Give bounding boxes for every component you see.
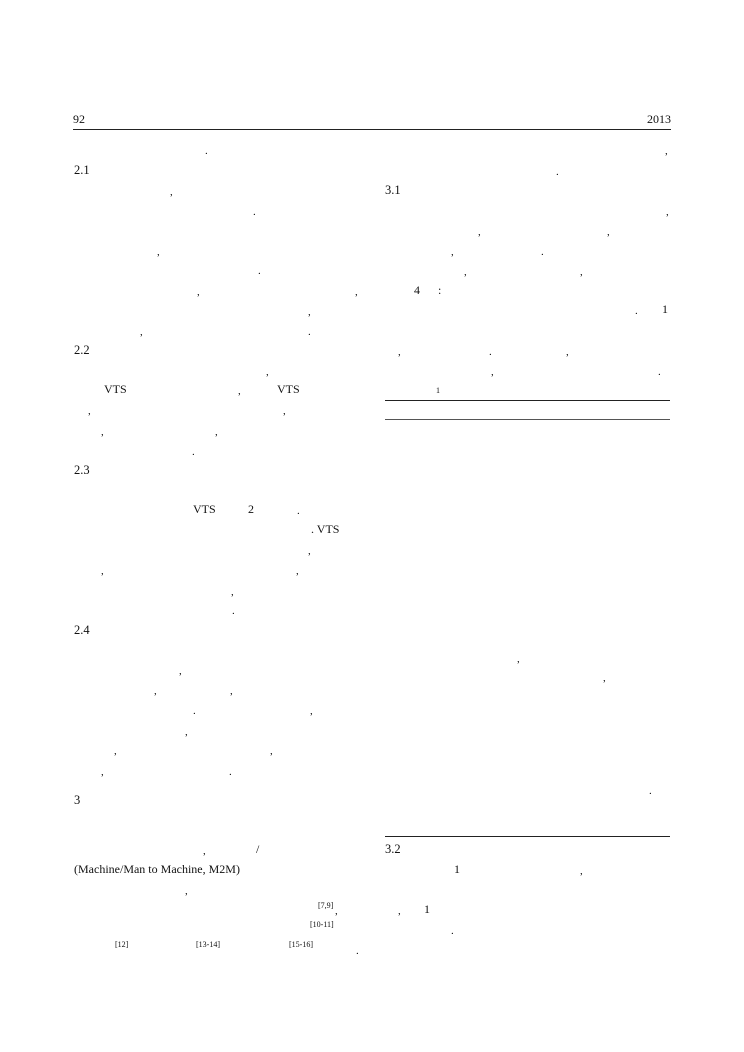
table-bottom-rule	[385, 836, 670, 837]
punct-period: .	[451, 925, 454, 937]
punct-comma: ,	[114, 745, 117, 757]
section-heading-2-1: 2.1	[74, 163, 90, 177]
punct-period: .	[258, 265, 261, 277]
punct-comma: ,	[335, 905, 338, 917]
punct-comma: ,	[607, 226, 610, 238]
punct-comma: ,	[580, 266, 583, 278]
slash-glyph: /	[256, 842, 260, 856]
punct-comma: ,	[197, 286, 200, 298]
punct-period: .	[489, 346, 492, 358]
table-cell-comma: ,	[517, 653, 520, 665]
section-heading-3: 3	[74, 793, 81, 807]
section-heading-2-4: 2.4	[74, 623, 90, 637]
punct-period: .	[356, 945, 359, 957]
punct-comma: ,	[266, 366, 269, 378]
punct-period: .	[205, 145, 208, 157]
punct-comma: ,	[154, 685, 157, 697]
punct-comma: ,	[203, 845, 206, 857]
table-ref-number: 1	[662, 302, 668, 316]
citation-13-14: [13-14]	[196, 940, 220, 949]
punct-comma: ,	[355, 286, 358, 298]
table-cell-comma: ,	[603, 672, 606, 684]
table-ref-number: 1	[424, 902, 430, 916]
vts-term: VTS	[277, 382, 300, 396]
punct-period: .	[232, 605, 235, 617]
citation-7-9: [7,9]	[318, 901, 334, 910]
punct-comma: ,	[296, 565, 299, 577]
punct-period: .	[556, 166, 559, 178]
punct-period: .	[635, 305, 638, 317]
section-heading-2-2: 2.2	[74, 343, 90, 357]
colon-glyph: :	[438, 283, 442, 297]
punct-comma: ,	[101, 565, 104, 577]
punct-comma: ,	[185, 885, 188, 897]
table-ref-number: 1	[454, 862, 460, 876]
vts-term: VTS	[104, 382, 127, 396]
punct-comma: ,	[464, 266, 467, 278]
punct-comma: ,	[230, 685, 233, 697]
punct-comma: ,	[310, 705, 313, 717]
table-caption-number: 1	[436, 386, 440, 395]
punct-comma: ,	[283, 405, 286, 417]
punct-comma: ,	[101, 766, 104, 778]
m2m-term: (Machine/Man to Machine, M2M)	[74, 862, 240, 876]
punct-period: .	[308, 326, 311, 338]
figure-ref-number: 2	[248, 502, 254, 516]
punct-comma: ,	[308, 306, 311, 318]
punct-period: .	[229, 766, 232, 778]
punct-comma: ,	[666, 206, 669, 218]
punct-comma: ,	[140, 326, 143, 338]
punct-period: .	[297, 505, 300, 517]
citation-10-11: [10-11]	[310, 920, 334, 929]
page-number: 92	[73, 112, 85, 126]
table-top-rule	[385, 400, 670, 401]
section-heading-3-2: 3.2	[385, 842, 401, 856]
punct-comma: ,	[580, 865, 583, 877]
punct-comma: ,	[179, 665, 182, 677]
table-header-rule	[385, 419, 670, 420]
vts-term: . VTS	[311, 522, 340, 536]
section-heading-3-1: 3.1	[385, 183, 401, 197]
punct-comma: ,	[398, 346, 401, 358]
punct-period: .	[193, 705, 196, 717]
list-count-number: 4	[414, 283, 420, 297]
punct-comma: ,	[157, 246, 160, 258]
punct-comma: ,	[478, 226, 481, 238]
punct-comma: ,	[491, 366, 494, 378]
punct-period: .	[658, 366, 661, 378]
punct-comma: ,	[170, 186, 173, 198]
punct-comma: ,	[215, 426, 218, 438]
citation-12: [12]	[115, 940, 129, 949]
section-heading-2-3: 2.3	[74, 463, 90, 477]
citation-15-16: [15-16]	[289, 940, 313, 949]
punct-comma: ,	[231, 586, 234, 598]
punct-comma: ,	[238, 385, 241, 397]
punct-comma: ,	[398, 905, 401, 917]
punct-period: .	[192, 446, 195, 458]
punct-period: .	[541, 246, 544, 258]
header-year: 2013	[647, 112, 671, 126]
punct-comma: ,	[101, 426, 104, 438]
punct-period: .	[253, 206, 256, 218]
table-cell-period: .	[649, 785, 652, 797]
header-rule	[73, 129, 671, 130]
punct-comma: ,	[308, 545, 311, 557]
punct-comma: ,	[270, 745, 273, 757]
punct-comma: ,	[88, 405, 91, 417]
punct-comma: ,	[566, 346, 569, 358]
vts-term: VTS	[193, 502, 216, 516]
punct-comma: ,	[665, 145, 668, 157]
punct-comma: ,	[451, 246, 454, 258]
punct-comma: ,	[185, 726, 188, 738]
